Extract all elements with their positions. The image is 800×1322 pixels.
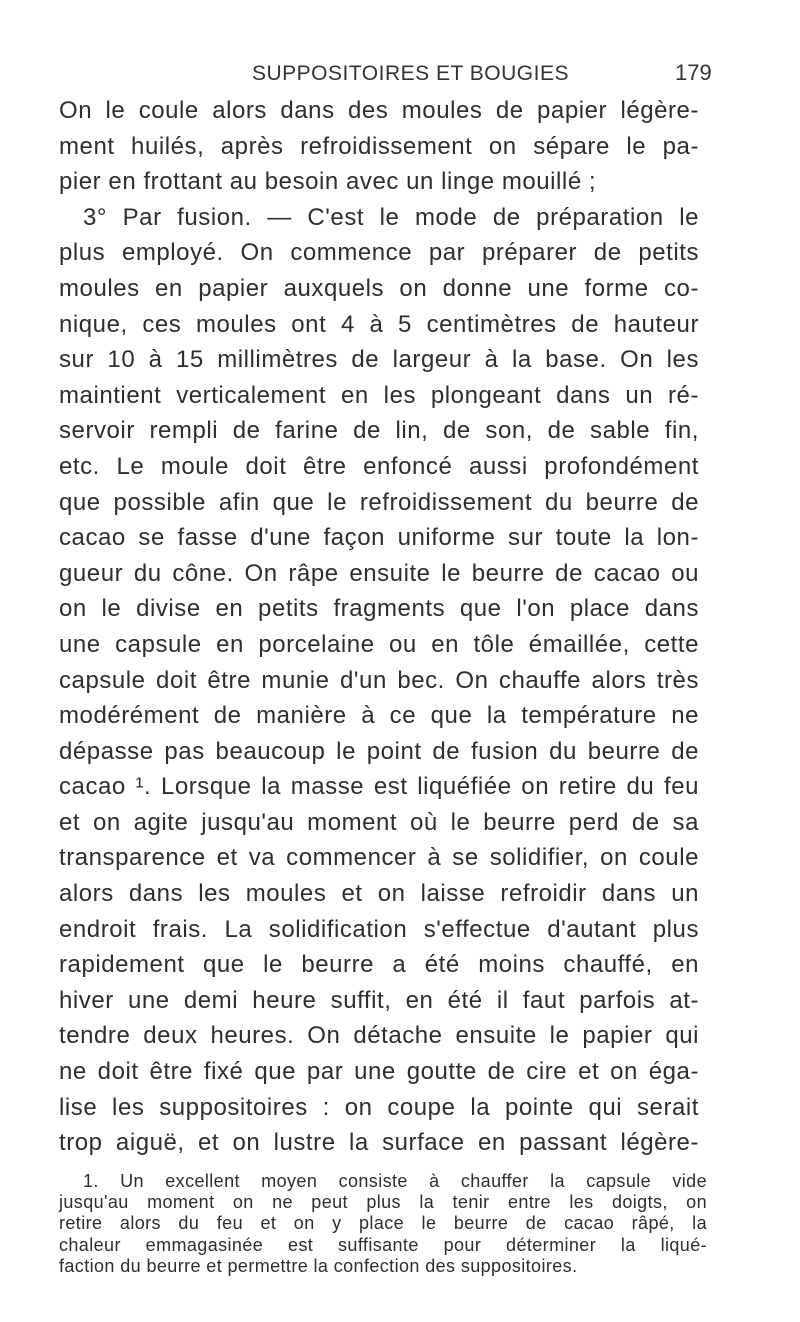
text-line: et on agite jusqu'au moment où le beurre perd de sa bbox=[59, 808, 699, 836]
text-line: ne doit être fixé que par une goutte de cire et on éga- bbox=[59, 1058, 699, 1086]
text-line: gueur du cône. On râpe ensuite le beurre de cacao ou bbox=[59, 559, 699, 587]
text-line: pier en frottant au besoin avec un linge mouillé ; bbox=[59, 168, 597, 196]
text-line: On le coule alors dans des moules de papier légère- bbox=[59, 97, 699, 124]
text-line: servoir rempli de farine de lin, de son, de sable fin, bbox=[59, 417, 699, 445]
text-line: alors dans les moules et on laisse refroidir dans un bbox=[59, 880, 699, 908]
footnote-line: jusqu'au moment on ne peut plus la tenir entre les doigts, on bbox=[59, 1192, 707, 1213]
text-line: tendre deux heures. On détache ensuite le papier qui bbox=[59, 1022, 699, 1050]
text-line: hiver une demi heure suffit, en été il faut parfois at- bbox=[59, 986, 699, 1014]
text-line: transparence et va commencer à se solidifier, on coule bbox=[59, 844, 699, 872]
text-line: rapidement que le beurre a été moins chauffé, en bbox=[59, 951, 699, 979]
body-paragraphs bbox=[59, 93, 699, 1161]
text-line: endroit frais. La solidification s'effectue d'autant plus bbox=[59, 915, 699, 943]
text-line: cacao se fasse d'une façon uniforme sur toute la lon- bbox=[59, 524, 699, 552]
footnote-line: chaleur emmagasinée est suffisante pour déterminer la liqué- bbox=[59, 1234, 707, 1255]
text-line: cacao ¹. Lorsque la masse est liquéfiée on retire du feu bbox=[59, 773, 699, 801]
text-line: moules en papier auxquels on donne une forme co- bbox=[59, 274, 699, 302]
text-line: plus employé. On commence par préparer de petits bbox=[59, 239, 699, 267]
text-line: sur 10 à 15 millimètres de largeur à la base. On les bbox=[59, 346, 699, 374]
footnote-line: faction du beurre et permettre la confection des suppositoires. bbox=[59, 1255, 578, 1276]
footnote-line: retire alors du feu et on y place le beurre de cacao râpé, la bbox=[59, 1213, 707, 1234]
text-line: que possible afin que le refroidissement du beurre de bbox=[59, 488, 699, 516]
text-line: maintient verticalement en les plongeant dans un ré- bbox=[59, 381, 699, 409]
text-line: 3° Par fusion. — C'est le mode de préparation le bbox=[83, 203, 699, 231]
text-line: lise les suppositoires : on coupe la pointe qui serait bbox=[59, 1093, 699, 1121]
text-line: modérément de manière à ce que la température ne bbox=[59, 702, 699, 730]
text-line: etc. Le moule doit être enfoncé aussi profondément bbox=[59, 452, 699, 480]
text-line: nique, ces moules ont 4 à 5 centimètres de hauteur bbox=[59, 310, 699, 338]
page-number: 179 bbox=[675, 60, 712, 85]
text-line: on le divise en petits fragments que l'on place dans bbox=[59, 595, 699, 623]
text-line: dépasse pas beaucoup le point de fusion du beurre de bbox=[59, 737, 699, 765]
text-line: capsule doit être munie d'un bec. On chauffe alors très bbox=[59, 666, 699, 694]
text-line: ment huilés, après refroidissement on sépare le pa- bbox=[59, 132, 699, 160]
footnote-line: 1. Un excellent moyen consiste à chauffer la capsule vide bbox=[83, 1171, 707, 1191]
text-line: une capsule en porcelaine ou en tôle émaillée, cette bbox=[59, 630, 699, 658]
text-line: trop aiguë, et on lustre la surface en passant légère- bbox=[59, 1129, 699, 1157]
footnote bbox=[59, 1171, 707, 1277]
running-title: SUPPOSITOIRES ET BOUGIES bbox=[252, 62, 569, 85]
